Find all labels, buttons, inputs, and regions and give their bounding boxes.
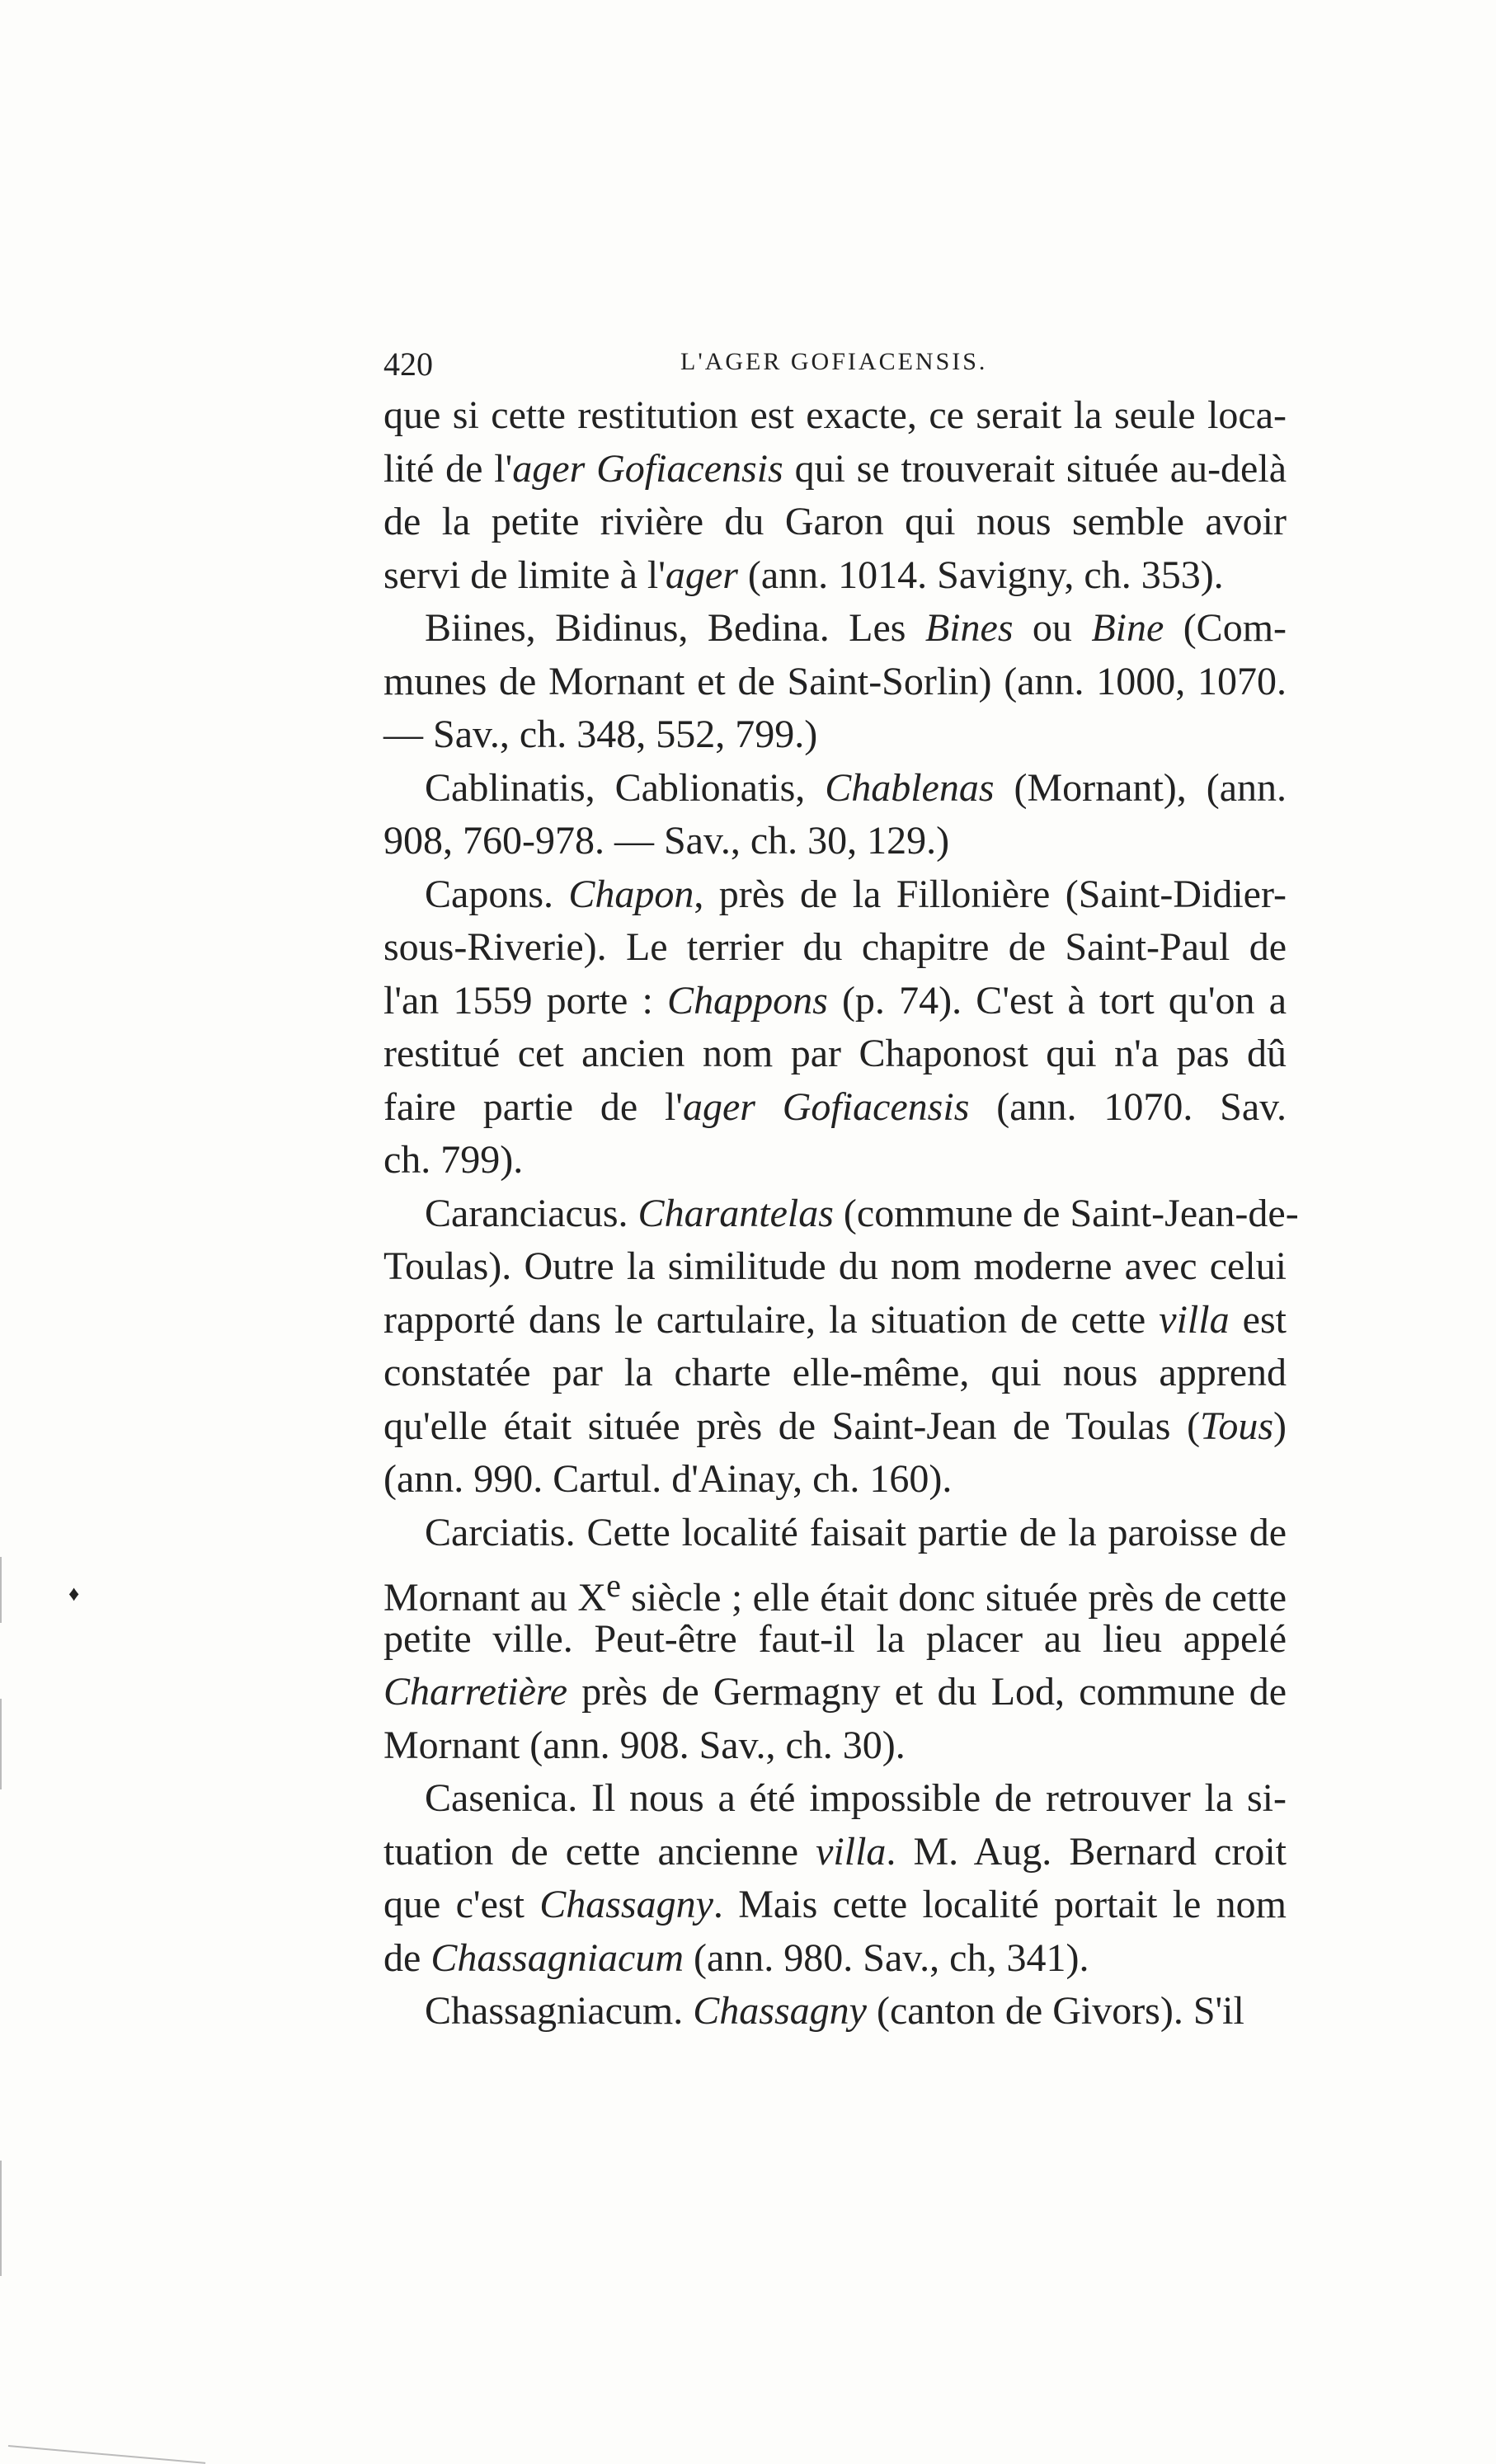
text-line: Biines, Bidinus, Bedina. Les Bines ou Bine (Com-	[425, 606, 1287, 650]
margin-mark: ♦	[68, 1582, 80, 1606]
text-line: Capons. Chapon, près de la Fillonière (Saint-Didier-	[425, 872, 1287, 916]
text-line: que si cette restitution est exacte, ce serait la seule loca-	[383, 393, 1287, 437]
text-line: munes de Mornant et de Saint-Sorlin) (ann. 1000, 1070.	[383, 659, 1287, 703]
text-line: — Sav., ch. 348, 552, 799.)	[383, 712, 818, 756]
text-line: Toulas). Outre la similitude du nom moderne avec celui	[383, 1244, 1287, 1288]
text-line: que c'est Chassagny. Mais cette localité portait le nom	[383, 1883, 1287, 1926]
paragraph	[383, 762, 1287, 868]
text-line: sous-Riverie). Le terrier du chapitre de Saint-Paul de	[383, 925, 1287, 969]
paragraph	[383, 1187, 1299, 1507]
scan-edge-mark	[8, 2445, 205, 2464]
text-line: qu'elle était située près de Saint-Jean de Toulas (Tous)	[383, 1404, 1287, 1448]
text-line: ch. 799).	[383, 1138, 524, 1182]
text-line: lité de l'ager Gofiacensis qui se trouverait située au-delà	[383, 446, 1287, 491]
text-line: faire partie de l'ager Gofiacensis (ann. 1070. Sav.	[383, 1084, 1287, 1129]
paragraph	[383, 602, 1287, 762]
text-line: Chassagniacum. Chassagny (canton de Givors). S'il	[425, 1989, 1244, 2033]
page-header	[383, 345, 1291, 394]
text-line: 908, 760-978. — Sav., ch. 30, 129.)	[383, 819, 950, 863]
text-line: restitué cet ancien nom par Chaponost qui n'a pas dû	[383, 1032, 1287, 1075]
text-line: tuation de cette ancienne villa. M. Aug. Bernard croit	[383, 1829, 1287, 1874]
body-text	[383, 389, 1299, 2038]
text-line: l'an 1559 porte : Chappons (p. 74). C'est à tort qu'on a	[383, 978, 1287, 1023]
paragraph	[383, 1985, 1287, 2038]
running-title: L'AGER GOFIACENSIS.	[680, 348, 988, 375]
text-line: servi de limite à l'ager (ann. 1014. Savigny, ch. 353).	[383, 553, 1224, 597]
text-line: Cablinatis, Cablionatis, Chablenas (Mornant), (ann.	[425, 765, 1287, 810]
text-line: Mornant au Xe siècle ; elle était donc située près de cette	[383, 1567, 1287, 1620]
text-line: de la petite rivière du Garon qui nous semble avoir	[383, 500, 1287, 543]
text-line: de Chassagniacum (ann. 980. Sav., ch, 341).	[383, 1935, 1089, 1980]
scan-edge-mark	[0, 2161, 2, 2276]
text-line: Casenica. Il nous a été impossible de retrouver la si-	[425, 1776, 1287, 1820]
paragraph	[383, 1507, 1287, 1773]
text-line: Carciatis. Cette localité faisait partie de la paroisse de	[425, 1510, 1287, 1554]
text-line: petite ville. Peut-être faut-il la placer au lieu appelé	[383, 1616, 1287, 1661]
text-line: Charretière près de Germagny et du Lod, commune de	[383, 1670, 1287, 1714]
paragraph	[383, 868, 1287, 1187]
text-line: (ann. 990. Cartul. d'Ainay, ch. 160).	[383, 1457, 953, 1501]
paragraph	[383, 389, 1287, 602]
text-line: Caranciacus. Charantelas (commune de Saint-Jean-de-	[425, 1191, 1299, 1235]
text-line: Mornant (ann. 908. Sav., ch. 30).	[383, 1723, 906, 1767]
text-line: constatée par la charte elle-même, qui nous apprend	[383, 1351, 1287, 1394]
scan-edge-mark	[0, 1699, 2, 1789]
text-line: rapporté dans le cartulaire, la situation de cette villa est	[383, 1297, 1287, 1342]
scan-edge-mark	[0, 1557, 2, 1623]
page-number: 420	[383, 346, 433, 383]
paragraph	[383, 1772, 1287, 1985]
